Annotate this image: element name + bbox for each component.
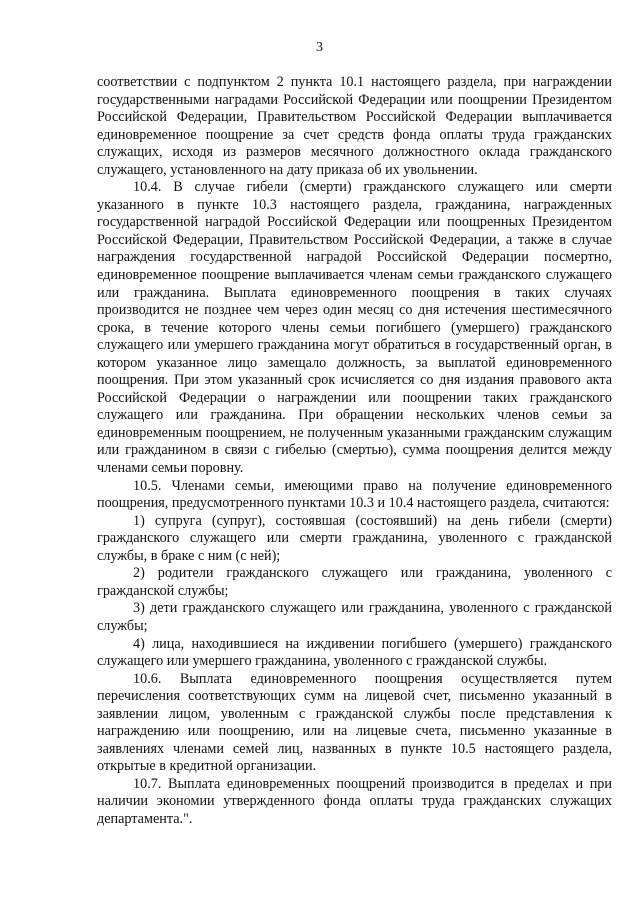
paragraph-10-4: 10.4. В случае гибели (смерти) гражданского служащего или смерти указанного в пункте 10.3 настоящего раздела, гражданина, награжденных государственной наградой Российской Федерации или поощренных Президентом Российской Федерации, Правительством Российской Федерации, а также в случае награждения государственной наградой Российской Федерации посмертно, единовременное поощрение выплачивается членам семьи гражданского служащего или гражданина. Выплата единовременного поощрения в таких случаях производится не позднее чем через один месяц со дня истечения шестимесячного срока, в течение которого члены семьи погибшего (умершего) гражданского служащего или умершего гражданина могут обратиться в государственный орган, в котором указанное лицо замещало должность, за выплатой единовременного поощрения. При этом указанный срок исчисляется со дня издания правового акта Российской Федерации о награждении или поощрении таких гражданского служащего или гражданина. При обращении нескольких членов семьи за единовременным поощрением, не полученным указанными гражданским служащим или гражданином в связи с гибелью (смертью), сумма поощрения делится между членами семьи поровну.: [97, 179, 612, 477]
paragraph-10-7: 10.7. Выплата единовременных поощрений производится в пределах и при наличии экономии утвержденного фонда оплаты труда гражданских служащих департамента.".: [97, 775, 612, 827]
list-item-2: 2) родители гражданского служащего или гражданина, уволенного с гражданской службы;: [97, 565, 612, 599]
list-item-3: 3) дети гражданского служащего или гражданина, уволенного с гражданской службы;: [97, 600, 612, 634]
list-item-4: 4) лица, находившиеся на иждивении погибшего (умершего) гражданского служащего или умершего гражданина, уволенного с гражданской службы.: [97, 635, 612, 670]
paragraph-10-5: 10.5. Членами семьи, имеющими право на получение единовременного поощрения, предусмотренного пунктами 10.3 и 10.4 настоящего раздела, считаются:: [97, 477, 612, 512]
paragraph-10-6: 10.6. Выплата единовременного поощрения осуществляется путем перечисления соответствующих сумм на лицевой счет, письменно указанный в заявлении лицом, уволенным с гражданской службы после представления к награждению или поощрению, или на лицевые счета, письменно указанные в заявлениях членами семей лиц, названных в пункте 10.5 настоящего раздела, открытые в кредитной организации.: [97, 670, 612, 775]
page-number: 3: [316, 40, 323, 55]
document-body: [97, 74, 612, 829]
list-item-1: 1) супруга (супруг), состоявшая (состоявший) на день гибели (смерти) гражданского служащего или смерти гражданина, уволенного с гражданской службы, в браке с ним (с ней);: [97, 512, 612, 564]
paragraph-continuation: соответствии с подпунктом 2 пункта 10.1 настоящего раздела, при награждении государственными наградами Российской Федерации или поощрении Президентом Российской Федерации, Правительством Российской Федерации выплачивается единовременное поощрение за счет средств фонда оплаты труда гражданских служащих, исходя из размеров месячного должностного оклада гражданского служащего, установленного на дату приказа об их увольнении.: [97, 74, 612, 178]
